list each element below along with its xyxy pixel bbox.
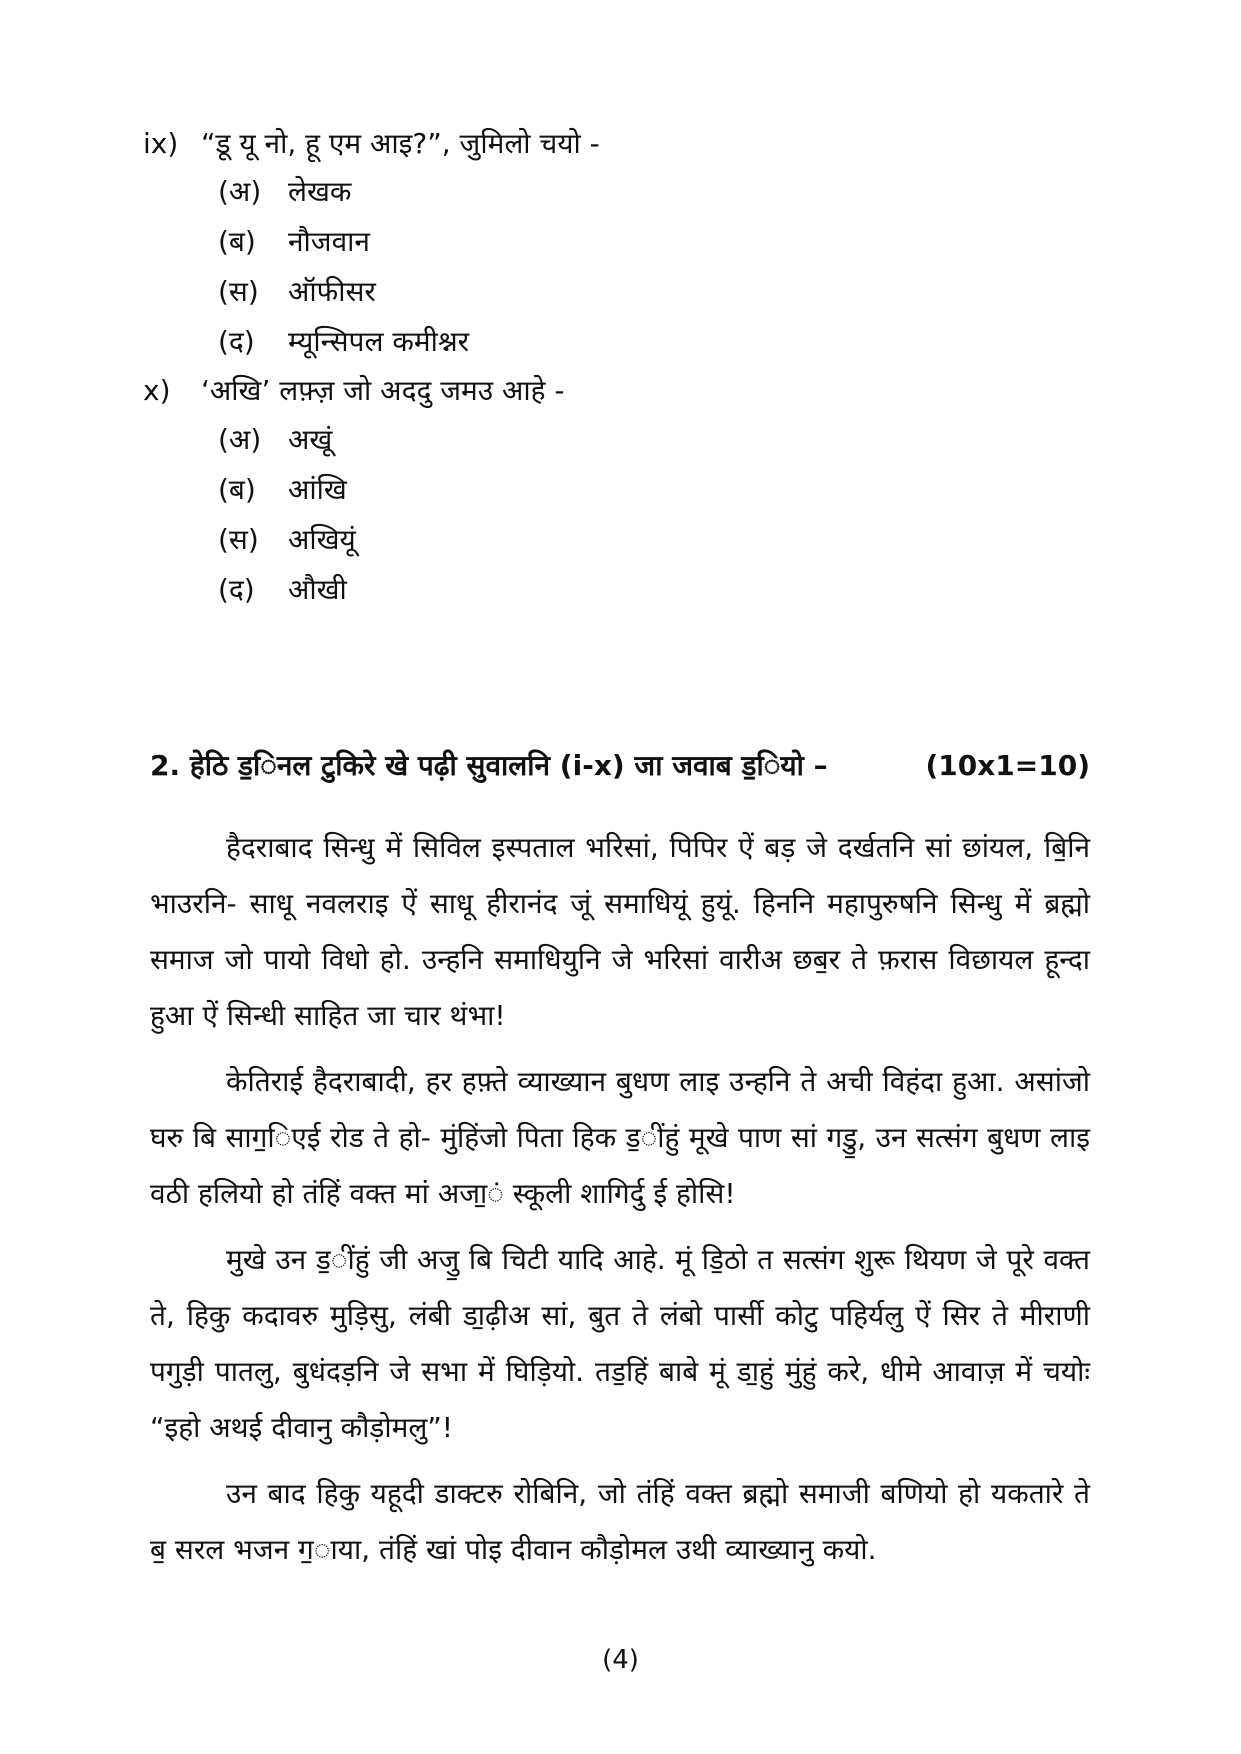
option-text: अखूं: [288, 423, 333, 456]
section-marks: (10x1=10): [925, 749, 1090, 782]
passage-paragraph: मुखे उन ड॒ींहुं जी अजु॒ बि चिटी यादि आहे. मूं डि॒ठो त सत्संग शुरू थियण जे पूरे वक्त ते, हिकु कदावरु मुड़िसु, लंबी डा॒ढ़ीअ सां, बुत ते लंबो पार्सी कोटु पहिर्यलु ऐं सिर ते मीराणी पगुड़ी पातलु, बुधंदड़नि जे सभा में घिड़ियो. तड॒हिं बाबे मूं डा॒हुं मुंहुं करे, धीमे आवाज़ में चयोः “इहो अथई दीवानु कौड़ोमलु”!: [150, 1243, 1090, 1444]
option-label: (स): [218, 523, 259, 556]
passage-paragraph: हैदराबाद सिन्धु में सिविल इस्पताल भरिसां, पिपिर ऐं बड़ जे दर्खतनि सां छांयल, बि॒नि भाउरनि- साधू नवलराइ ऐं साधू हीरानंद जूं समाधियूं हुयूं. हिननि महापुरुषनि सिन्धु में ब्रह्मो समाज जो पायो विधो हो. उन्हनि समाधियुनि जे भरिसां वारीअ छब॒र ते फ़रास विछायल हून्दा हुआ ऐं सिन्धी साहित जा चार थंभा!: [150, 831, 1090, 1032]
option-label: (द): [218, 325, 255, 358]
option-text: ऑफीसर: [288, 275, 376, 308]
question-ix: [143, 124, 600, 164]
option-a: [218, 172, 351, 212]
option-label: (ब): [218, 225, 256, 258]
passage-paragraph: केतिराई हैदराबादी, हर हफ़्ते व्याख्यान बुधण लाइ उन्हनि ते अची विहंदा हुआ. असांजो घरु बि साग॒िएई रोड ते हो- मुंहिंजो पिता हिक ड॒ींहुं मूखे पाण सां गडु॒, उन सत्संग बुधण लाइ वठी हलियो हो तंहिं वक्त मां अजा॒ं स्कूली शागिर्दु ई होसि!: [150, 1065, 1090, 1210]
passage: [150, 820, 1090, 1588]
option-label: (द): [218, 573, 255, 606]
option-text: औखी: [288, 573, 347, 606]
option-label: (अ): [218, 175, 262, 208]
option-label: (स): [218, 275, 259, 308]
section-title: 2. हेठि ड॒िनल टुकिरे खे पढ़ी सुवालनि (i-x) जा जवाब ड॒ियो –: [150, 749, 828, 782]
option-b: [218, 470, 347, 510]
option-text: नौजवान: [288, 225, 370, 258]
option-d: [218, 322, 469, 362]
option-text: म्यून्सिपल कमीश्नर: [288, 325, 470, 358]
option-d: [218, 570, 347, 610]
option-label: (ब): [218, 473, 256, 506]
passage-paragraph: उन बाद हिकु यहूदी डाक्टरु रोबिनि, जो तंहिं वक्त ब्रह्मो समाजी बणियो हो यकतारे ते ब॒ सरल भजन ग॒ाया, तंहिं खां पोइ दीवान कौड़ोमल उथी व्याख्यानु कयो.: [150, 1477, 1090, 1566]
question-x: [143, 371, 564, 411]
page-number: (4): [602, 1645, 639, 1675]
option-b: [218, 222, 370, 262]
option-c: [218, 272, 376, 312]
option-a: [218, 420, 332, 460]
option-text: अखियूं: [288, 523, 356, 556]
option-text: आंखि: [288, 473, 347, 506]
option-text: लेखक: [288, 175, 352, 208]
option-c: [218, 520, 356, 560]
option-label: (अ): [218, 423, 262, 456]
section-heading: [150, 746, 1090, 786]
question-number: ix): [143, 127, 179, 160]
question-text: ‘अखि’ लफ़्ज़ जो अददु जमउ आहे -: [201, 374, 565, 407]
question-text: “डू यू नो, हू एम आइ?”, जुमिलो चयो -: [201, 127, 600, 160]
question-number: x): [143, 374, 171, 407]
